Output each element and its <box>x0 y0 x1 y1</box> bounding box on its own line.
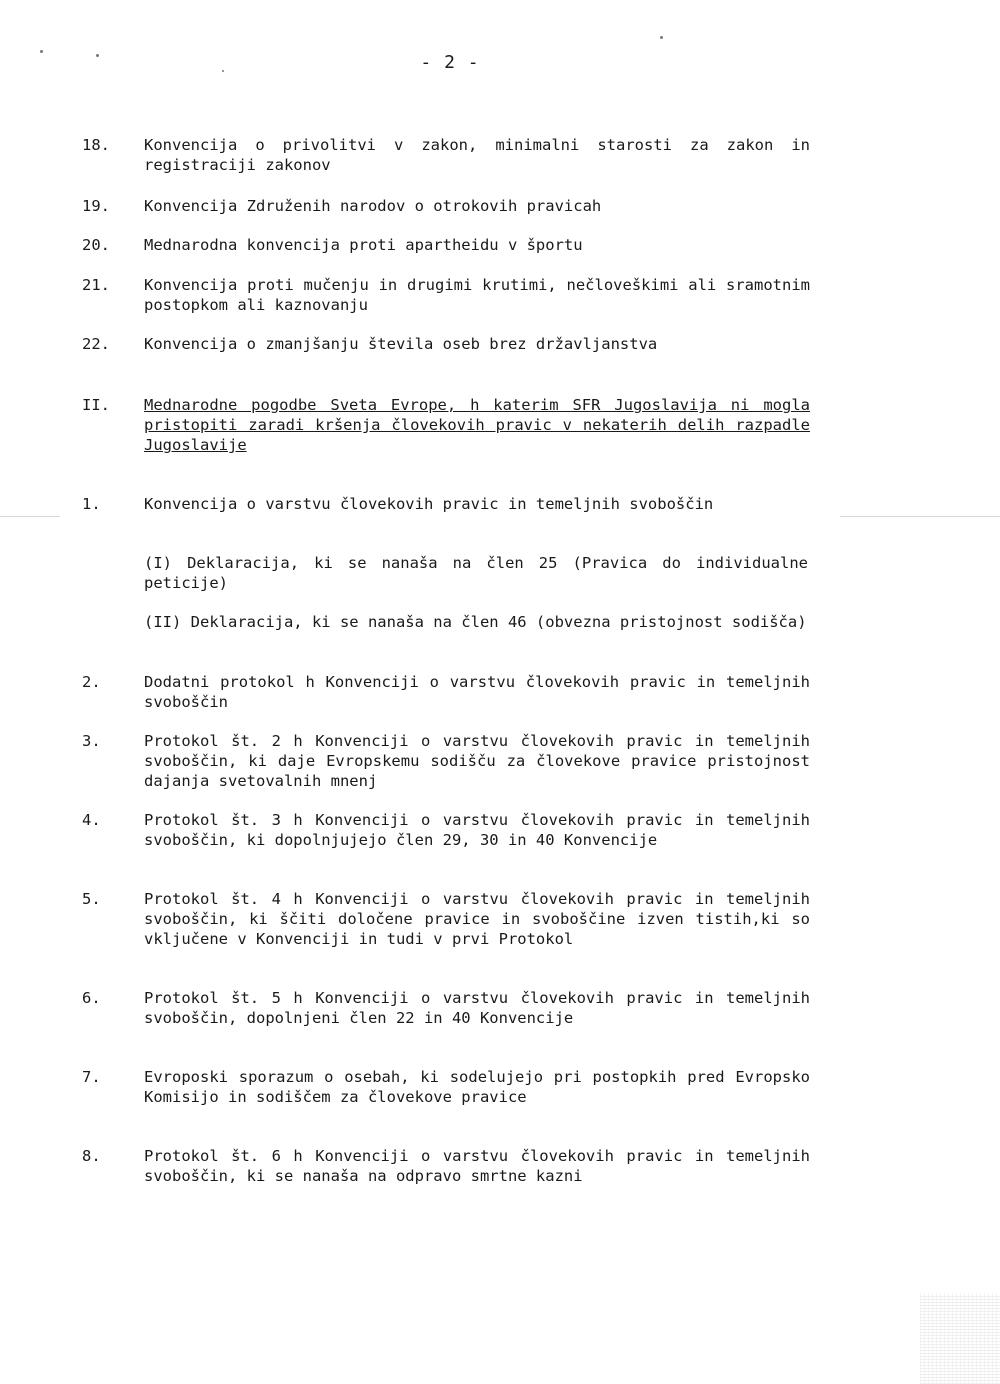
item-text: Konvencija proti mučenju in drugimi krutimi, nečloveškimi ali sramotnim postopkom ali kaznovanju <box>144 276 810 314</box>
list-item <box>82 1146 810 1186</box>
item-number: 20. <box>82 236 110 254</box>
list-item <box>82 672 810 712</box>
item-number: 19. <box>82 197 110 215</box>
scan-speck <box>222 70 224 72</box>
scan-speck <box>96 54 99 57</box>
item-text: Dodatni protokol h Konvenciji o varstvu človekovih pravic in temeljnih svoboščin <box>144 673 810 711</box>
item-text: Protokol št. 4 h Konvenciji o varstvu človekovih pravic in temeljnih svoboščin, ki ščiti določene pravice in svoboščine izven tistih,ki so vključene v Konvenciji in tudi v prvi Protokol <box>144 890 810 948</box>
item-number: 3. <box>82 732 101 750</box>
list-item <box>82 235 810 255</box>
item-number: 21. <box>82 276 110 294</box>
section-title: Mednarodne pogodbe Sveta Evrope, h katerim SFR Jugoslavija ni mogla pristopiti zaradi kršenja človekovih pravic v nekaterih delih razpadle Jugoslavije <box>144 396 810 454</box>
list-item <box>82 988 810 1028</box>
item-text: Konvencija Združenih narodov o otrokovih pravicah <box>144 197 602 215</box>
declaration-item: (I) Deklaracija, ki se nanaša na člen 25 (Pravica do individualne peticije) <box>144 554 808 592</box>
list-item <box>82 494 810 514</box>
item-text: Konvencija o privolitvi v zakon, minimalni starosti za zakon in registraciji zakonov <box>144 136 810 174</box>
list-item <box>82 275 810 315</box>
scan-line <box>840 516 1000 517</box>
item-text: Protokol št. 6 h Konvenciji o varstvu človekovih pravic in temeljnih svoboščin, ki se nanaša na odpravo smrtne kazni <box>144 1147 810 1185</box>
scan-speck <box>660 36 663 39</box>
item-text: Protokol št. 2 h Konvenciji o varstvu človekovih pravic in temeljnih svoboščin, ki daje Evropskemu sodišču za človekove pravice pristojnost dajanja svetovalnih mnenj <box>144 732 810 790</box>
item-number: 4. <box>82 811 101 829</box>
item-number: 18. <box>82 136 110 154</box>
item-number: 1. <box>82 495 101 513</box>
item-text: Protokol št. 3 h Konvenciji o varstvu človekovih pravic in temeljnih svoboščin, ki dopolnjujejo člen 29, 30 in 40 Konvencije <box>144 811 810 849</box>
page-number: - 2 - <box>420 52 480 73</box>
item-number: 7. <box>82 1068 101 1086</box>
list-item <box>82 889 810 949</box>
declaration-item: (II) Deklaracija, ki se nanaša na člen 46 (obvezna pristojnost sodišča) <box>144 613 807 631</box>
item-text: Protokol št. 5 h Konvenciji o varstvu človekovih pravic in temeljnih svoboščin, dopolnjeni člen 22 in 40 Konvencije <box>144 989 810 1027</box>
item-number: 8. <box>82 1147 101 1165</box>
item-number: 22. <box>82 335 110 353</box>
item-text: Konvencija o zmanjšanju števila oseb brez državljanstva <box>144 335 658 353</box>
scan-noise <box>920 1294 1000 1384</box>
list-item <box>82 135 810 175</box>
list-item <box>82 810 810 850</box>
list-item <box>82 334 810 354</box>
item-number: 5. <box>82 890 101 908</box>
list-item <box>82 1067 810 1107</box>
list-item <box>82 196 810 216</box>
item-number: 6. <box>82 989 101 1007</box>
list-item <box>82 731 810 791</box>
item-text: Mednarodna konvencija proti apartheidu v športu <box>144 236 583 254</box>
scan-speck <box>40 50 43 53</box>
item-text: Evroposki sporazum o osebah, ki sodelujejo pri postopkih pred Evropsko Komisijo in sodiščem za človekove pravice <box>144 1068 810 1106</box>
item-text: Konvencija o varstvu človekovih pravic in temeljnih svoboščin <box>144 495 714 513</box>
section-number: II. <box>82 396 110 414</box>
section-heading <box>82 395 810 455</box>
scan-line <box>0 516 60 517</box>
item-number: 2. <box>82 673 101 691</box>
